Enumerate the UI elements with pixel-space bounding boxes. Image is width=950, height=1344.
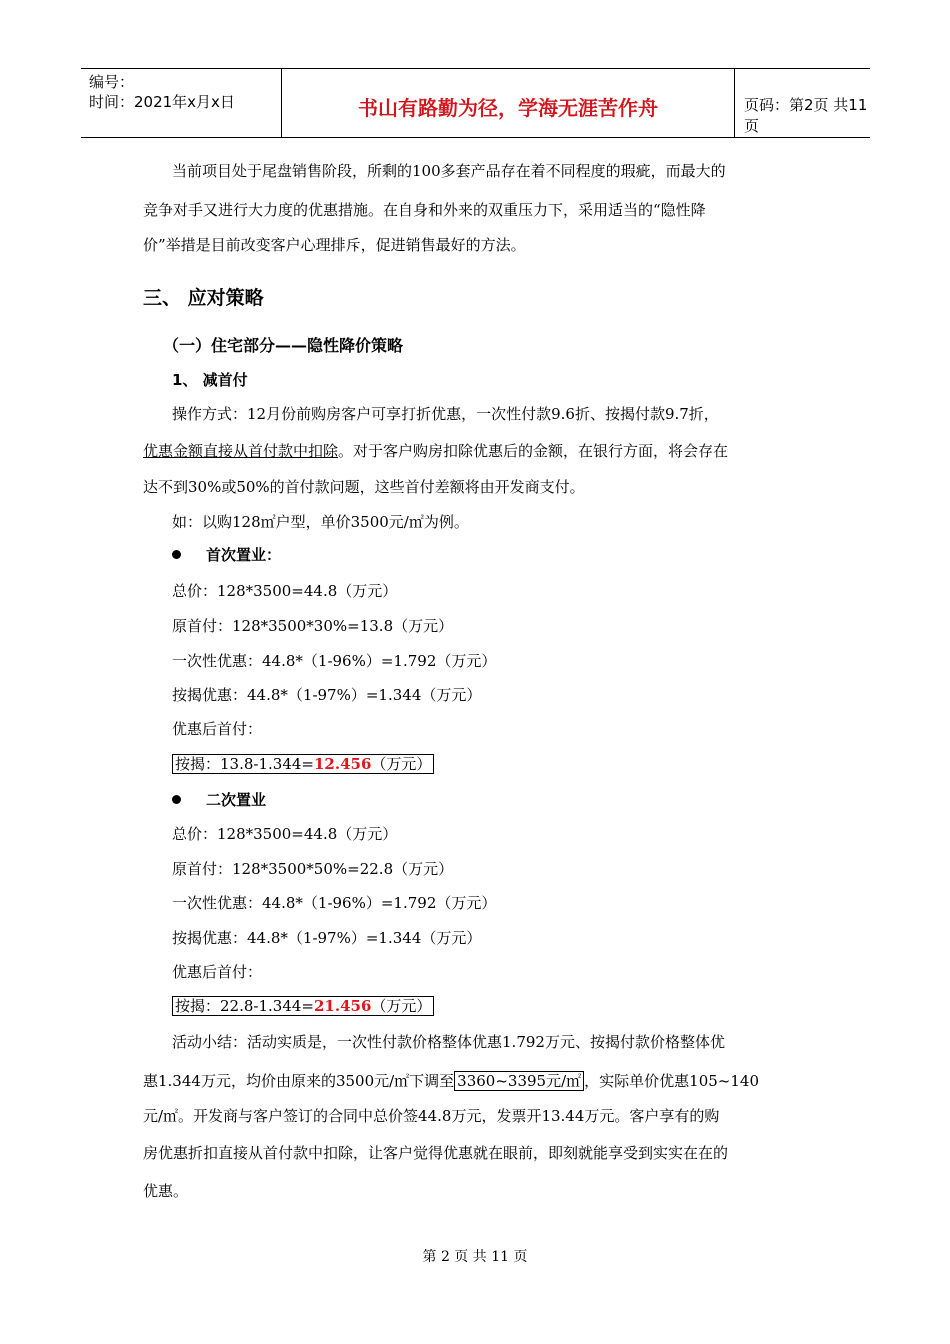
second-after-label: 优惠后首付： (172, 963, 263, 981)
summary-line-3: 元/㎡。开发商与客户签订的合同中总价签44.8万元，发票开13.44万元。客户享有的购 (143, 1107, 720, 1125)
header-motto-cell (281, 69, 735, 137)
summary-line-2-b: ，实际单价优惠105~140 (584, 1072, 759, 1090)
second-result-prefix: 按揭：22.8-1.344= (175, 997, 314, 1015)
page-info: 页码：第2页 共11页 (744, 96, 868, 135)
intro-line-3: 价”举措是目前改变客户心理排斥，促进销售最好的方法。 (143, 236, 526, 254)
first-purchase-title: 首次置业： (206, 546, 282, 564)
header-page-cell (734, 69, 870, 137)
operation-line-2 (143, 440, 728, 462)
operation-line-2-rest: 。对于客户购房扣除优惠后的金额，在银行方面，将会存在 (338, 442, 729, 460)
second-purchase-title: 二次置业 (206, 791, 267, 809)
intro-line-2: 竞争对手又进行大力度的优惠措施。在自身和外来的双重压力下，采用适当的“隐性降 (143, 201, 706, 219)
summary-line-1: 活动小结：活动实质是，一次性付款价格整体优惠1.792万元、按揭付款价格整体优 (172, 1033, 725, 1051)
second-result (172, 995, 434, 1017)
section-title: 三、 应对策略 (143, 287, 264, 309)
first-mortgage-discount: 按揭优惠：44.8*（1-97%）=1.344（万元） (172, 686, 482, 704)
second-result-box (172, 996, 434, 1016)
document-header (81, 68, 870, 138)
second-down-payment: 原首付：128*3500*50%=22.8（万元） (172, 860, 454, 878)
item-title: 1、 减首付 (172, 371, 248, 389)
first-result-box (172, 754, 434, 774)
first-down-payment: 原首付：128*3500*30%=13.8（万元） (172, 617, 454, 635)
page-footer: 第 2 页 共 11 页 (422, 1249, 528, 1265)
first-after-label: 优惠后首付： (172, 720, 263, 738)
second-total: 总价：128*3500=44.8（万元） (172, 825, 398, 843)
second-result-value: 21.456 (313, 997, 372, 1015)
number-label: 编号： (89, 73, 135, 91)
bullet-icon (172, 550, 181, 559)
first-total: 总价：128*3500=44.8（万元） (172, 582, 398, 600)
first-result-prefix: 按揭：13.8-1.344= (175, 755, 314, 773)
summary-line-5: 优惠。 (143, 1182, 189, 1200)
second-mortgage-discount: 按揭优惠：44.8*（1-97%）=1.344（万元） (172, 929, 482, 947)
summary-line-4: 房优惠折扣直接从首付款中扣除，让客户觉得优惠就在眼前，即刻就能享受到实实在在的 (143, 1144, 729, 1162)
example-line: 如：以购128㎡户型，单价3500元/㎡为例。 (172, 513, 469, 531)
first-result (172, 753, 434, 775)
summary-line-2 (143, 1070, 759, 1092)
summary-line-2-a: 惠1.344万元，均价由原来的3500元/㎡下调至 (143, 1072, 455, 1090)
bullet-icon (172, 795, 181, 804)
subsection-title: （一）住宅部分——隐性降价策略 (163, 336, 404, 355)
price-range-box: 3360~3395元/㎡ (454, 1071, 584, 1091)
first-result-suffix: （万元） (371, 755, 432, 773)
operation-line-1: 操作方式：12月份前购房客户可享打折优惠，一次性付款9.6折、按揭付款9.7折， (172, 405, 719, 423)
motto: 书山有路勤为径，学海无涯苦作舟 (358, 96, 658, 120)
header-meta-cell (81, 69, 281, 137)
intro-line-1: 当前项目处于尾盘销售阶段，所剩的100多套产品存在着不同程度的瑕疵，而最大的 (172, 162, 726, 180)
second-result-suffix: （万元） (371, 997, 432, 1015)
time-label: 时间：2021年x月x日 (89, 93, 235, 111)
underlined-text: 优惠金额直接从首付款中扣除 (143, 442, 339, 460)
first-lump-discount: 一次性优惠：44.8*（1-96%）=1.792（万元） (172, 652, 497, 670)
first-result-value: 12.456 (313, 755, 372, 773)
second-lump-discount: 一次性优惠：44.8*（1-96%）=1.792（万元） (172, 894, 497, 912)
operation-line-3: 达不到30%或50%的首付款问题，这些首付差额将由开发商支付。 (143, 478, 585, 496)
